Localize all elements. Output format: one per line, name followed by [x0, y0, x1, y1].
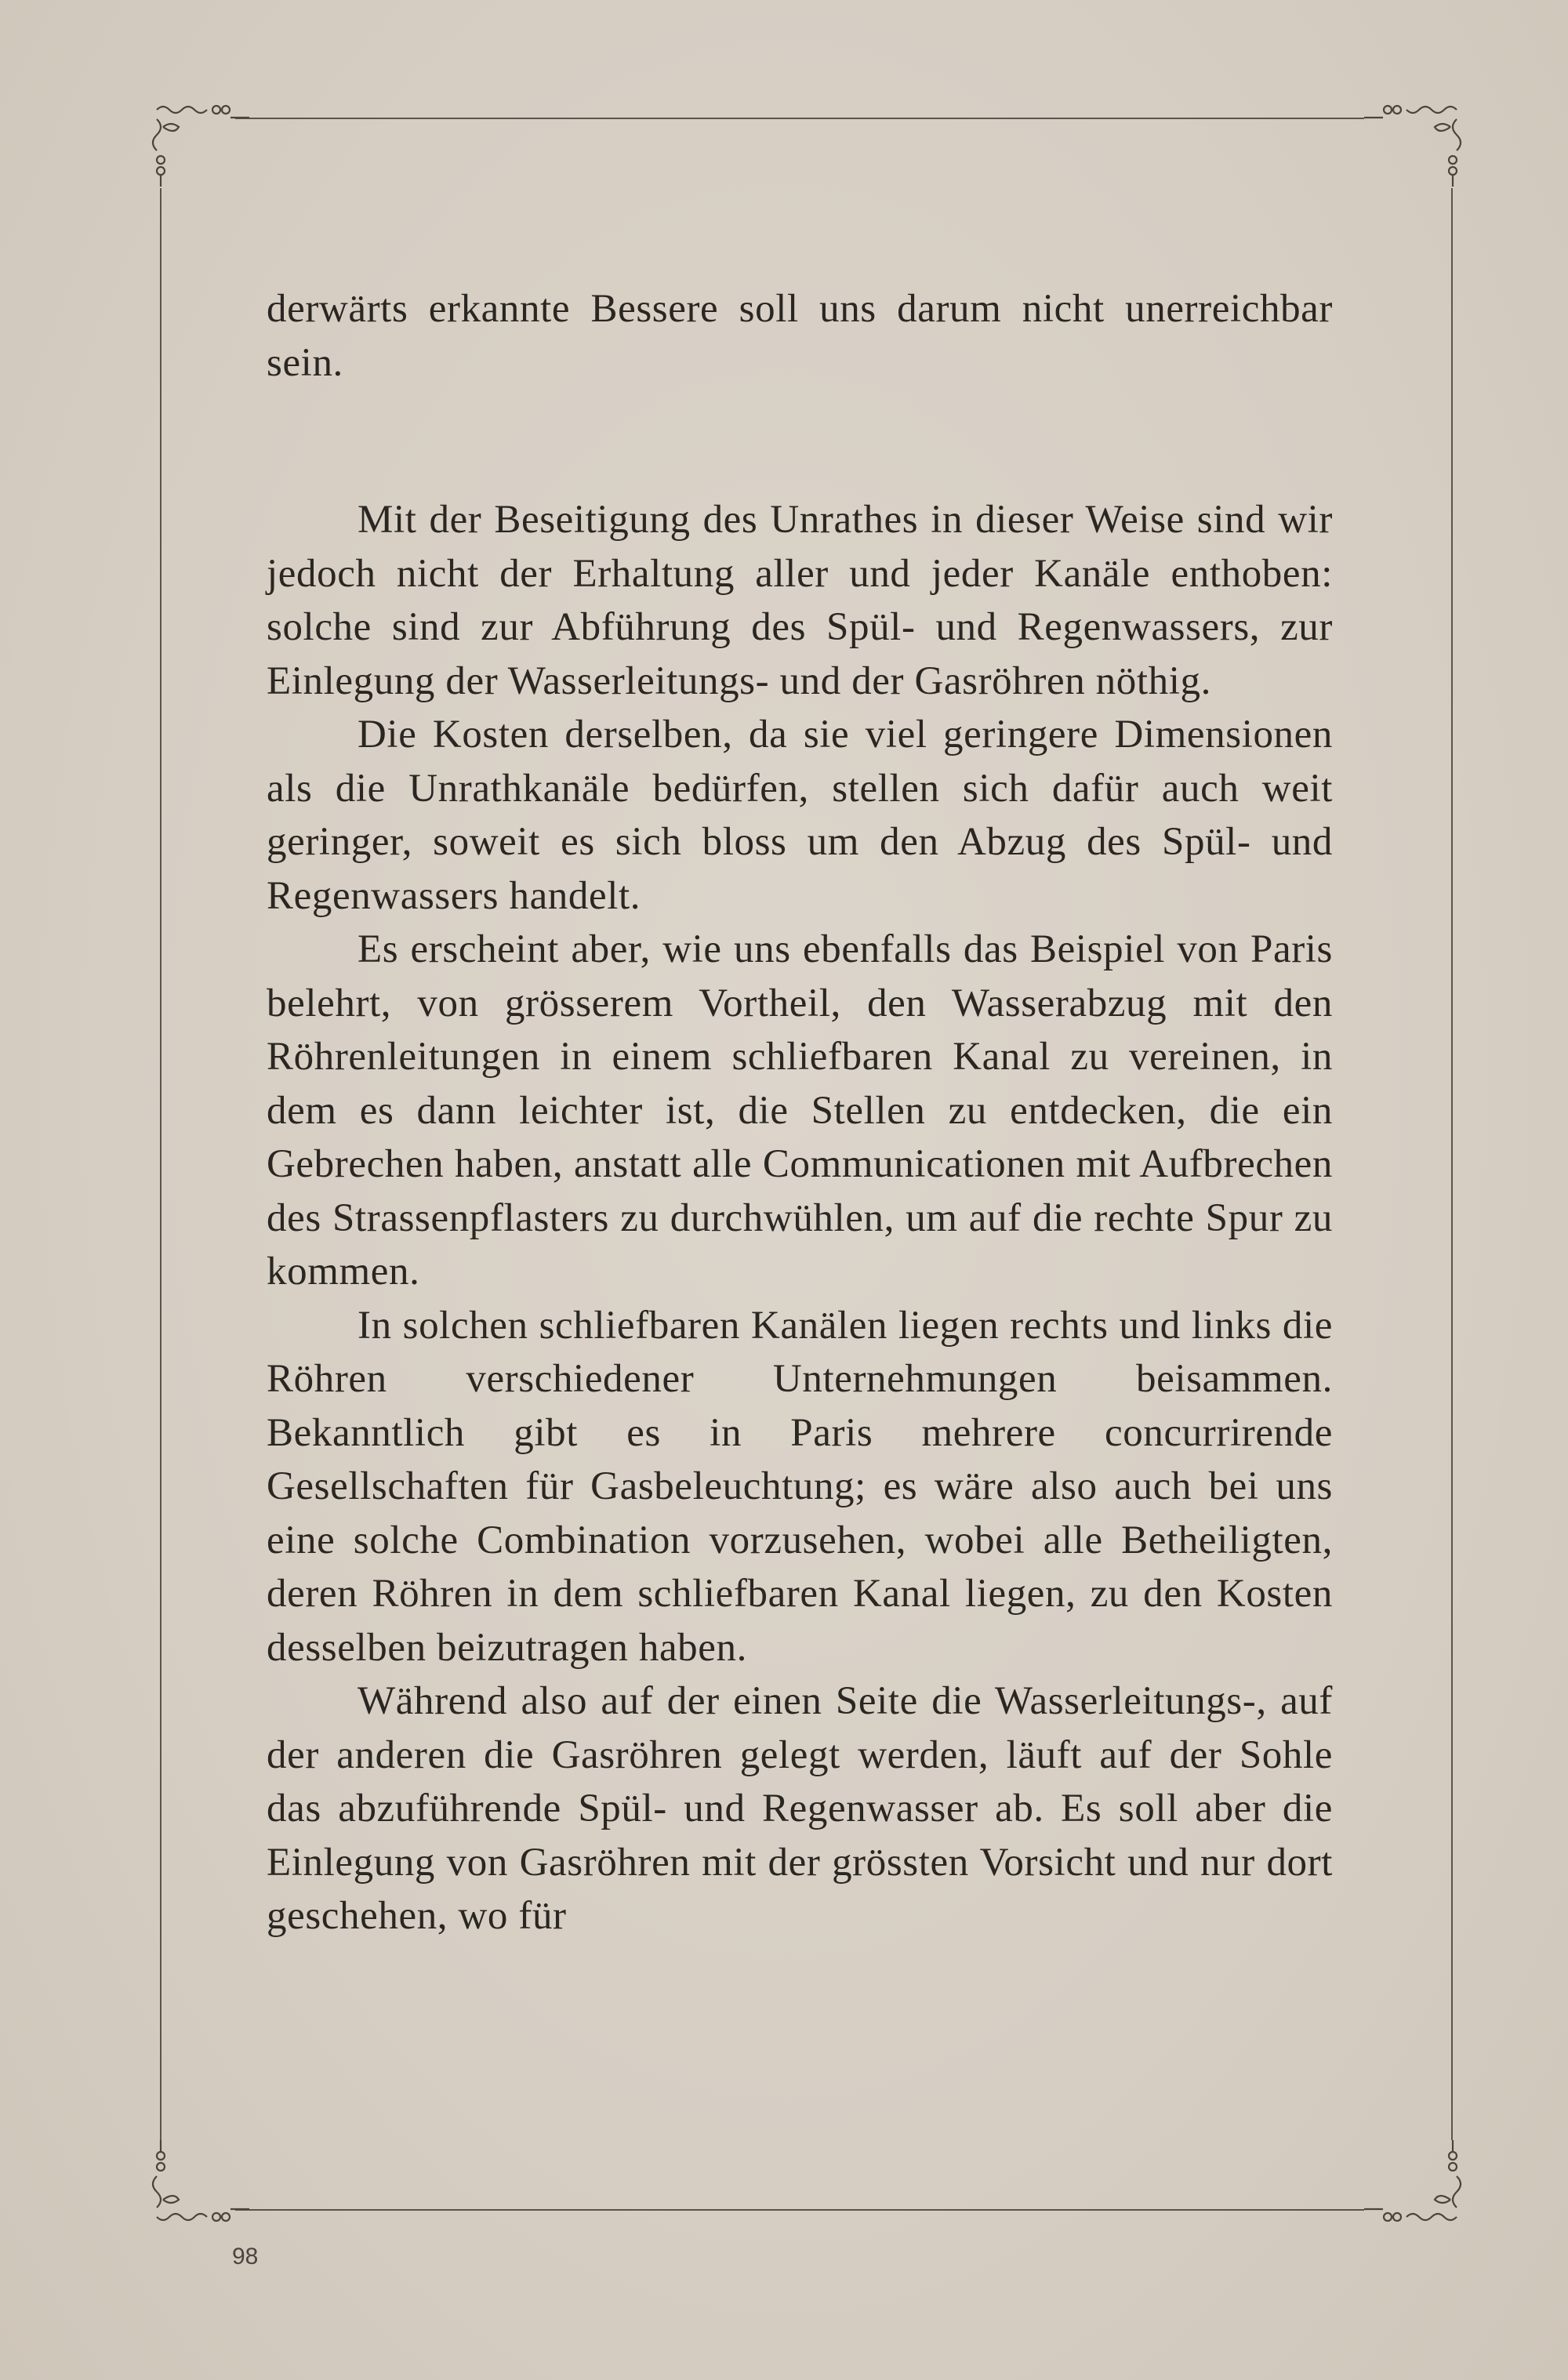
paragraph: Während also auf der einen Seite die Wasserleitungs-, auf der anderen die Gasröhren gelegt werden, läuft auf der Sohle das abzuführende Spül- und Regenwasser ab. Es soll aber die Einlegung von Gasröhren mit der grössten Vorsicht und nur dort geschehen, wo für — [267, 1679, 1333, 1938]
frame-bottom-rule — [235, 2209, 1364, 2211]
corner-ornament-bottom-left-icon — [147, 2140, 249, 2226]
corner-ornament-bottom-right-icon — [1364, 2140, 1466, 2226]
frame-left-rule — [160, 188, 162, 2140]
page-number: 98 — [232, 2244, 259, 2269]
frame-top-rule — [235, 118, 1364, 119]
corner-ornament-top-left-icon — [147, 100, 249, 187]
paragraph-continuation: derwärts erkannte Bessere soll uns darum nicht unerreichbar sein. — [267, 287, 1333, 385]
paragraph: Es erscheint aber, wie uns ebenfalls das Beispiel von Paris belehrt, von grösserem Vortheil, den Wasserabzug mit den Röhrenleitungen in einem schliefbaren Kanal zu vereinen, in dem es dann leichter ist, die Stellen zu entdecken, die ein Gebrechen haben, anstatt alle Communicationen mit Aufbrechen des Strassenpflasters zu durchwühlen, um auf die rechte Spur zu kommen. — [267, 927, 1333, 1293]
corner-ornament-top-right-icon — [1364, 100, 1466, 187]
paragraph: In solchen schliefbaren Kanälen liegen rechts und links die Röhren verschiedener Unternehmungen beisammen. Bekanntlich gibt es in Paris mehrere concurrirende Gesellschaften für Gasbeleuchtung; es wäre also auch bei uns eine solche Combination vorzusehen, wobei alle Betheiligten, deren Röhren in dem schliefbaren Kanal liegen, zu den Kosten desselben beizutragen haben. — [267, 1303, 1333, 1670]
paragraph: Die Kosten derselben, da sie viel geringere Dimensionen als die Unrathkanäle bedürfen, stellen sich dafür auch weit geringer, soweit es sich bloss um den Abzug des Spül- und Regenwassers handelt. — [267, 713, 1333, 918]
frame-right-rule — [1451, 188, 1453, 2140]
paragraph: Mit der Beseitigung des Unrathes in dieser Weise sind wir jedoch nicht der Erhaltung aller und jeder Kanäle enthoben: solche sind zur Abführung des Spül- und Regenwassers, zur Einlegung der Wasserleitungs- und der Gasröhren nöthig. — [267, 498, 1333, 703]
body-text — [267, 282, 1333, 1943]
paragraph-gap — [267, 390, 1333, 493]
